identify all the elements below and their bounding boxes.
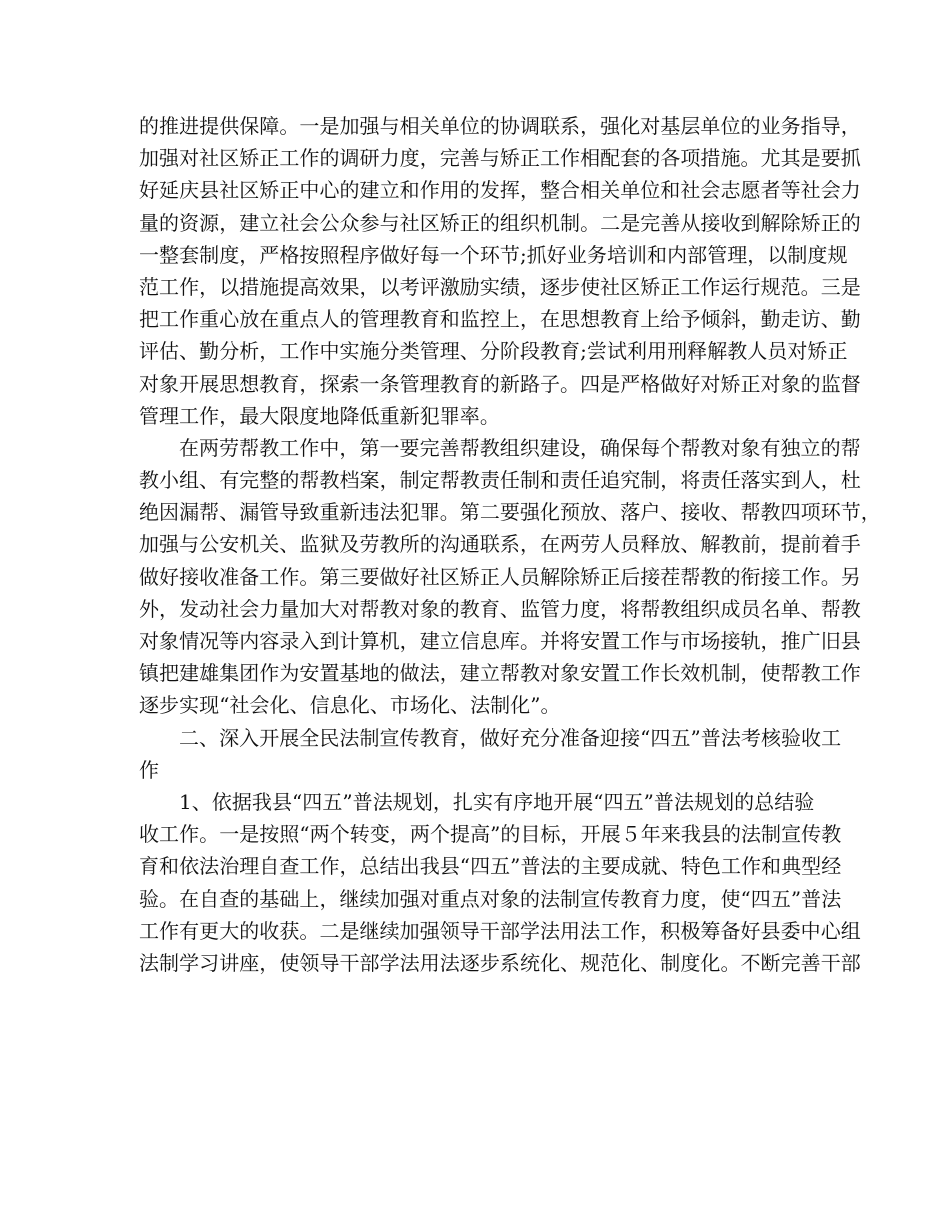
text-line: 外，发动社会力量加大对帮教对象的教育、监管力度，将帮教组织成员名单、帮教 xyxy=(139,596,861,621)
text-line: 加强对社区矫正工作的调研力度，完善与矫正工作相配套的各项措施。尤其是要抓 xyxy=(139,146,861,171)
text-line: 的推进提供保障。一是加强与相关单位的协调联系，强化对基层单位的业务指导， xyxy=(139,114,861,138)
section-heading-line: 二、深入开展全民法制宣传教育，做好充分准备迎接“四五”普法考核验收工 xyxy=(179,725,842,750)
document-body xyxy=(139,110,881,979)
text-line: 育和依法治理自查工作，总结出我县“四五”普法的主要成就、特色工作和典型经 xyxy=(139,854,842,879)
text-line: 绝因漏帮、漏管导致重新违法犯罪。第二要强化预放、落户、接收、帮教四项环节， xyxy=(139,500,881,525)
text-line: 量的资源，建立社会公众参与社区矫正的组织机制。二是完善从接收到解除矫正的 xyxy=(139,210,861,235)
text-line: 法制学习讲座，使领导干部学法用法逐步系统化、规范化、制度化。不断完善干部 xyxy=(139,950,861,975)
paragraph-first-line: 1、依据我县“四五”普法规划，扎实有序地开展“四五”普法规划的总结验 xyxy=(179,789,815,814)
text-line: 加强与公安机关、监狱及劳教所的沟通联系，在两劳人员释放、解教前，提前着手 xyxy=(139,532,861,557)
text-line: 验。在自查的基础上，继续加强对重点对象的法制宣传教育力度，使“四五”普法 xyxy=(139,886,842,911)
text-line: 管理工作，最大限度地降低重新犯罪率。 xyxy=(139,403,500,428)
text-line: 一整套制度，严格按照程序做好每一个环节;抓好业务培训和内部管理，以制度规 xyxy=(139,242,848,267)
section-heading-line: 作 xyxy=(139,757,160,782)
text-line: 对象开展思想教育，探索一条管理教育的新路子。四是严格做好对矫正对象的监督 xyxy=(139,371,861,396)
paragraph-first-line: 在两劳帮教工作中，第一要完善帮教组织建设，确保每个帮教对象有独立的帮 xyxy=(179,435,861,460)
text-line: 收工作。一是按照“两个转变，两个提高”的目标，开展５年来我县的法制宣传教 xyxy=(139,822,842,847)
text-line: 工作有更大的收获。二是继续加强领导干部学法用法工作，积极筹备好县委中心组 xyxy=(139,918,861,943)
text-line: 镇把建雄集团作为安置基地的做法，建立帮教对象安置工作长效机制，使帮教工作 xyxy=(139,661,861,686)
text-line: 范工作，以措施提高效果，以考评激励实绩，逐步使社区矫正工作运行规范。三是 xyxy=(139,274,861,299)
text-line: 教小组、有完整的帮教档案，制定帮教责任制和责任追究制，将责任落实到人，杜 xyxy=(139,468,861,493)
text-line: 对象情况等内容录入到计算机，建立信息库。并将安置工作与市场接轨，推广旧县 xyxy=(139,629,861,653)
text-line: 做好接收准备工作。第三要做好社区矫正人员解除矫正后接茬帮教的衔接工作。另 xyxy=(139,564,861,589)
text-line: 把工作重心放在重点人的管理教育和监控上，在思想教育上给予倾斜，勤走访、勤 xyxy=(139,307,861,332)
text-line: 评估、勤分析，工作中实施分类管理、分阶段教育;尝试利用刑释解教人员对矫正 xyxy=(139,339,848,364)
text-line: 逐步实现“社会化、信息化、市场化、法制化”。 xyxy=(139,693,561,718)
text-line: 好延庆县社区矫正中心的建立和作用的发挥，整合相关单位和社会志愿者等社会力 xyxy=(139,178,861,203)
